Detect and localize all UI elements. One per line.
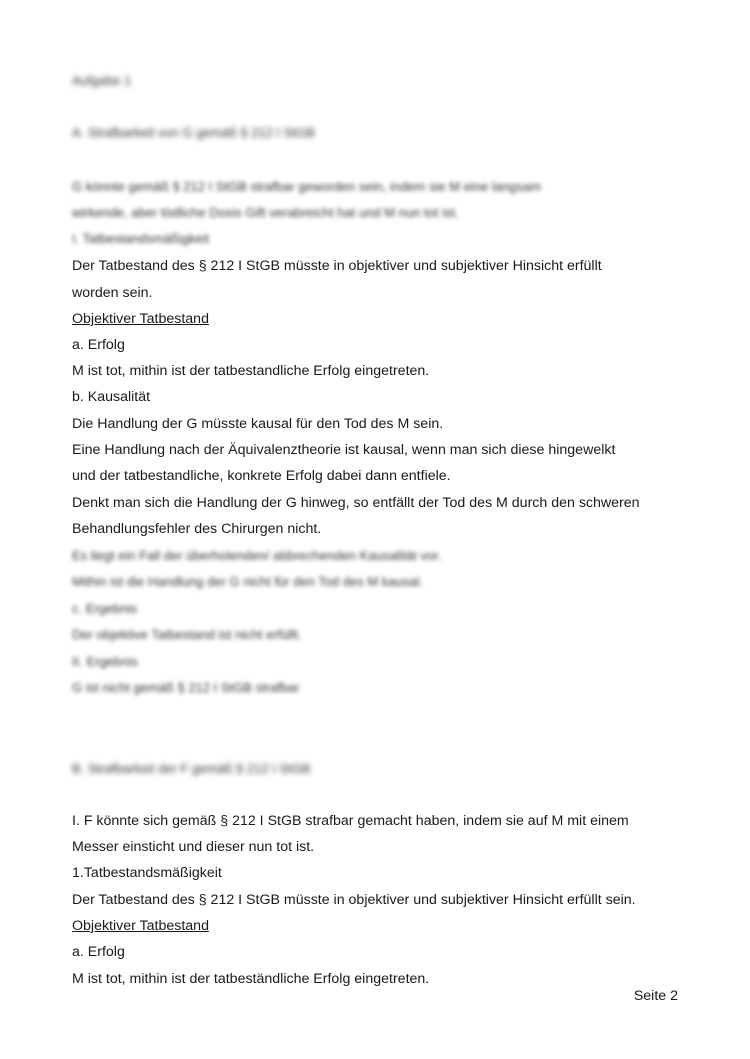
blurred-line: II. Ergebnis (72, 654, 138, 669)
paragraph-line: und der tatbestandliche, konkrete Erfolg dabei dann entfiele. (72, 468, 451, 484)
paragraph-line: Eine Handlung nach der Äquivalenztheorie ist kausal, wenn man sich diese hingewelkt (72, 442, 616, 458)
subheading-objektiver-tatbestand: Objektiver Tatbestand (72, 918, 209, 934)
blurred-line: G ist nicht gemäß § 212 I StGB strafbar (72, 680, 300, 695)
subheading-objektiver-tatbestand: Objektiver Tatbestand (72, 311, 209, 327)
blurred-line: Der objektive Tatbestand ist nicht erfüllt. (72, 627, 302, 642)
blurred-intro-line-2: wirkende, aber tödliche Dosis Gift verabreicht hat und M nun tot ist. (72, 205, 459, 220)
section-a-title: A. Strafbarkeit von G gemäß § 212 I StGB (72, 125, 315, 140)
paragraph-line: Der Tatbestand des § 212 I StGB müsste in objektiver und subjektiver Hinsicht erfüllt sein. (72, 892, 636, 908)
blurred-line: Mithin ist die Handlung der G nicht für den Tod des M kausal. (72, 574, 423, 589)
blurred-intro-line-3: I. Tatbestandsmäßigkeit (72, 231, 210, 246)
paragraph-line: M ist tot, mithin ist der tatbestandliche Erfolg eingetreten. (72, 363, 430, 379)
subheading-kausalitaet: b. Kausalität (72, 389, 151, 405)
subheading-erfolg: a. Erfolg (72, 944, 125, 960)
subheading-erfolg: a. Erfolg (72, 337, 125, 353)
paragraph-line: Die Handlung der G müsste kausal für den Tod des M sein. (72, 416, 444, 432)
paragraph-line: Behandlungsfehler des Chirurgen nicht. (72, 521, 322, 537)
blurred-intro-line-1: G könnte gemäß § 212 I StGB strafbar geworden sein, indem sie M eine langsam (72, 179, 541, 194)
paragraph-line: worden sein. (72, 285, 153, 301)
paragraph-line: Denkt man sich die Handlung der G hinweg, so entfällt der Tod des M durch den schweren (72, 495, 640, 511)
paragraph-line: Messer einsticht und dieser nun tot ist. (72, 839, 315, 855)
paragraph-line: I. F könnte sich gemäß § 212 I StGB strafbar gemacht haben, indem sie auf M mit einem (72, 813, 629, 829)
heading: Aufgabe 1 (72, 73, 132, 88)
blurred-line: c. Ergebnis (72, 601, 138, 616)
page-number: Seite 2 (633, 988, 678, 1004)
paragraph-line: Der Tatbestand des § 212 I StGB müsste in objektiver und subjektiver Hinsicht erfüllt (72, 258, 602, 274)
paragraph-line: M ist tot, mithin ist der tatbeständliche Erfolg eingetreten. (72, 971, 430, 987)
subheading-tatbestandsmaessigkeit: 1.Tatbestandsmäßigkeit (72, 865, 222, 881)
blurred-line: Es liegt ein Fall der überholenden/ abbrechenden Kausalität vor. (72, 548, 442, 563)
section-b-title: B. Strafbarkeit der F gemäß § 212 I StGB (72, 761, 311, 776)
